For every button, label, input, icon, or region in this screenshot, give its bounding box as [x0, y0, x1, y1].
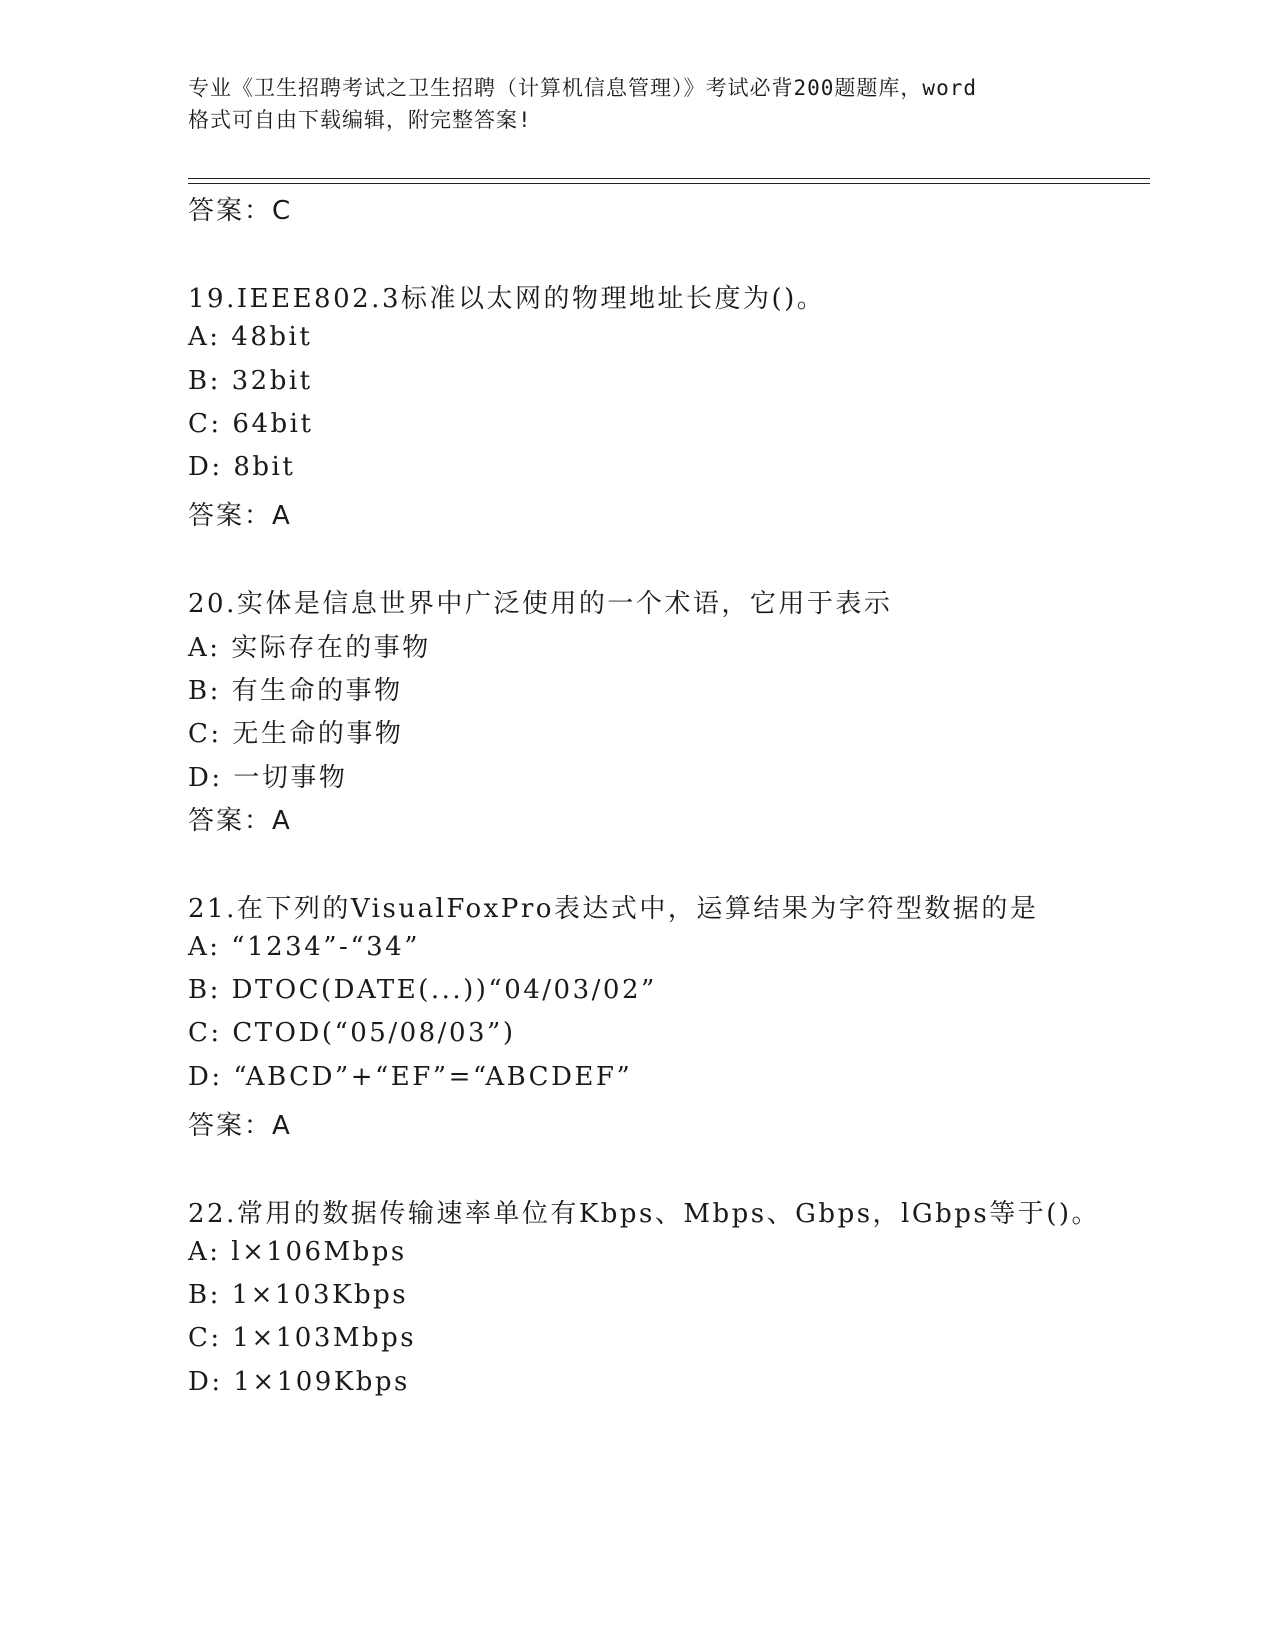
- option-b: B: 有生命的事物: [188, 676, 403, 706]
- question-text: 22.常用的数据传输速率单位有Kbps、Mbps、Gbps，lGbps等于()。: [188, 1199, 1101, 1229]
- option-b: B: DTOC(DATE(...))“04/03/02”: [188, 975, 657, 1005]
- document-header: [188, 72, 1088, 136]
- option-a: A: l×106Mbps: [188, 1237, 407, 1267]
- question-text: 20.实体是信息世界中广泛使用的一个术语，它用于表示: [188, 589, 893, 619]
- option-c: C: 1×103Mbps: [188, 1323, 417, 1353]
- option-d: D: “ABCD”+“EF”=“ABCDEF”: [188, 1062, 633, 1092]
- answer-label: 答案：A: [188, 806, 292, 836]
- option-d: D: 一切事物: [188, 763, 348, 793]
- option-c: C: 无生命的事物: [188, 719, 404, 749]
- header-line-1: 专业《卫生招聘考试之卫生招聘（计算机信息管理）》考试必背200题题库，word: [188, 76, 977, 100]
- header-rule-top: [188, 178, 1150, 179]
- answer-label: 答案：C: [188, 196, 293, 226]
- option-b: B: 1×103Kbps: [188, 1280, 409, 1310]
- option-c: C: CTOD(“05/08/03”): [188, 1018, 516, 1048]
- header-line-2: 格式可自由下载编辑，附完整答案!: [188, 108, 532, 132]
- option-a: A: 48bit: [188, 322, 313, 352]
- option-d: D: 8bit: [188, 452, 296, 482]
- option-b: B: 32bit: [188, 366, 313, 396]
- answer-label: 答案：A: [188, 1111, 292, 1141]
- header-rule-bottom: [188, 183, 1150, 184]
- option-a: A: 实际存在的事物: [188, 633, 431, 663]
- option-c: C: 64bit: [188, 409, 314, 439]
- option-d: D: 1×109Kbps: [188, 1367, 410, 1397]
- question-text: 19.IEEE802.3标准以太网的物理地址长度为()。: [188, 284, 826, 314]
- option-a: A: “1234”-“34”: [188, 932, 421, 962]
- answer-label: 答案：A: [188, 501, 292, 531]
- question-text: 21.在下列的VisualFoxPro表达式中，运算结果为字符型数据的是: [188, 894, 1039, 924]
